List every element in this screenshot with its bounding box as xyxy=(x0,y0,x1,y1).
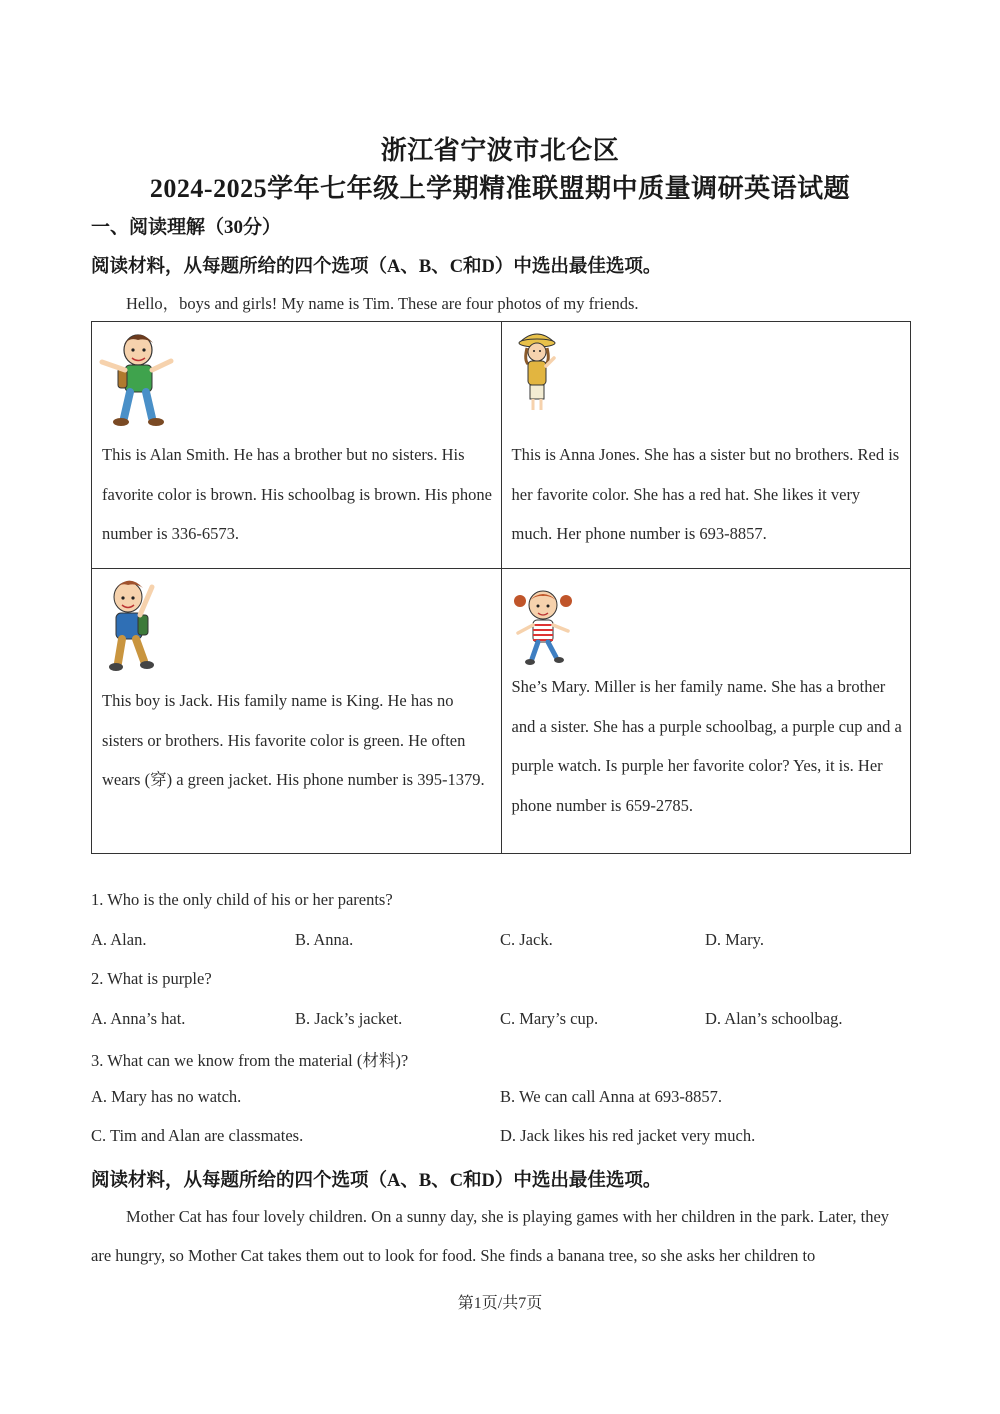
boy-with-backpack-illustration xyxy=(98,328,176,428)
girl-with-hat-illustration xyxy=(512,330,562,414)
friend-cell-mary xyxy=(501,569,911,854)
page-number: 第1页/共7页 xyxy=(457,1295,543,1312)
question-1-option-c[interactable]: C. Jack. xyxy=(500,930,553,949)
friend-description: She’s Mary. Miller is her family name. She has a brother and a sister. She has a purple schoolbag, a purple cup and a purple watch. Is purple her favorite color? Yes, it is. Her phone number is 659-2785. xyxy=(511,677,902,815)
friend-description: This is Alan Smith. He has a brother but no sisters. His favorite color is brown. His schoolbag is brown. His phone number is 336-6573. xyxy=(102,445,492,543)
question-1-option-a[interactable]: A. Alan. xyxy=(91,930,147,949)
question-1-option-b[interactable]: B. Anna. xyxy=(295,930,354,949)
question-3-stem: 3. What can we know from the material (材料)? xyxy=(91,1051,409,1070)
friend-cell-anna xyxy=(501,322,911,569)
question-3-option-b[interactable]: B. We can call Anna at 693-8857. xyxy=(500,1087,722,1106)
friend-cell-alan xyxy=(92,322,502,569)
section-heading: 一、阅读理解（30分） xyxy=(91,217,282,238)
friends-table xyxy=(91,321,911,854)
passage1-intro: Hello，boys and girls! My name is Tim. These are four photos of my friends. xyxy=(126,294,639,313)
friend-cell-jack xyxy=(92,569,502,854)
friend-description: This boy is Jack. His family name is King. He has no sisters or brothers. His favorite color is green. He often wears (穿) a green jacket. His phone number is 395-1379. xyxy=(102,691,485,789)
boy-waving-illustration xyxy=(100,575,162,673)
exam-title-main: 2024-2025学年七年级上学期精准联盟期中质量调研英语试题 xyxy=(149,174,851,203)
exam-title-region: 浙江省宁波市北仑区 xyxy=(380,136,620,165)
friend-description: This is Anna Jones. She has a sister but no brothers. Red is her favorite color. She has a red hat. She likes it very much. Her phone number is 693-8857. xyxy=(511,445,900,543)
passage1-instruction: 阅读材料，从每题所给的四个选项（A、B、C和D）中选出最佳选项。 xyxy=(91,257,662,277)
question-3-option-a[interactable]: A. Mary has no watch. xyxy=(91,1087,242,1106)
question-2-option-d[interactable]: D. Alan’s schoolbag. xyxy=(705,1009,843,1028)
question-2-option-c[interactable]: C. Mary’s cup. xyxy=(500,1009,599,1028)
question-2-stem: 2. What is purple? xyxy=(91,969,212,988)
girl-running-illustration xyxy=(512,587,574,667)
question-2-option-a[interactable]: A. Anna’s hat. xyxy=(91,1009,186,1028)
question-2-option-b[interactable]: B. Jack’s jacket. xyxy=(295,1009,403,1028)
passage2-text: Mother Cat has four lovely children. On a sunny day, she is playing games with her children in the park. Later, they are hungry, so Mother Cat takes them out to look for food. She finds a banana tree, so she asks her children to xyxy=(91,1207,890,1265)
question-3-option-d[interactable]: D. Jack likes his red jacket very much. xyxy=(500,1126,756,1145)
question-3-option-c[interactable]: C. Tim and Alan are classmates. xyxy=(91,1126,304,1145)
question-1-option-d[interactable]: D. Mary. xyxy=(705,930,764,949)
passage2-instruction: 阅读材料，从每题所给的四个选项（A、B、C和D）中选出最佳选项。 xyxy=(91,1171,662,1191)
question-1-stem: 1. Who is the only child of his or her parents? xyxy=(91,890,393,909)
